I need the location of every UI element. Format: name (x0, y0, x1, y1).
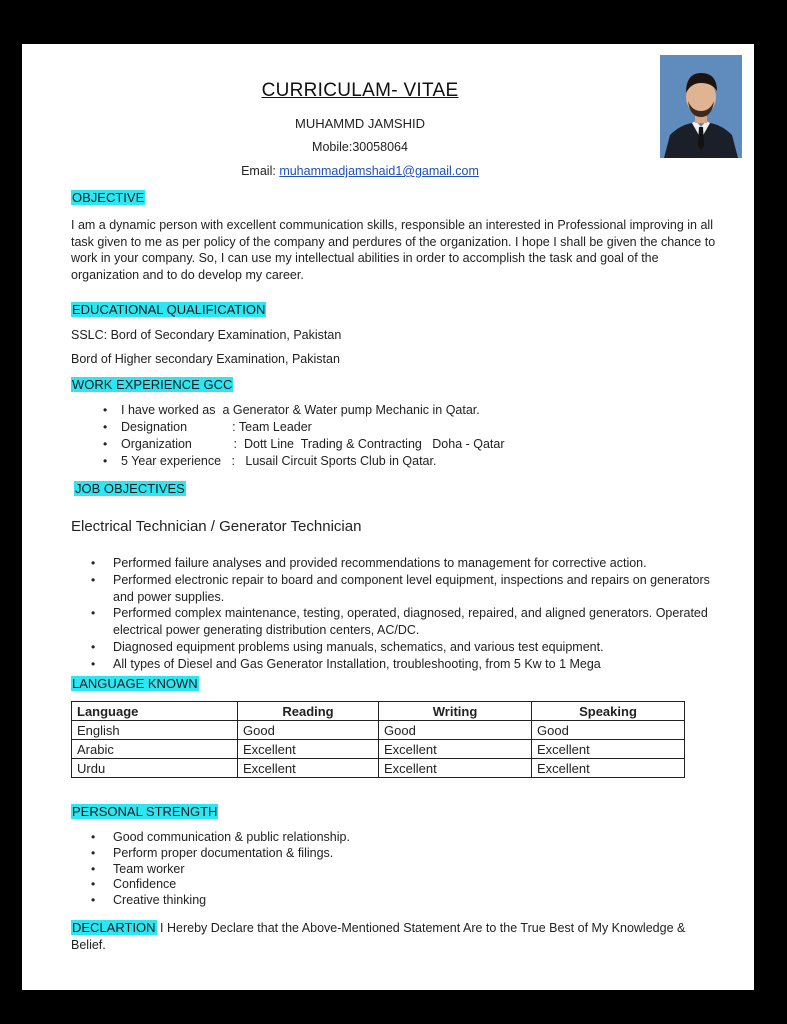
bullet-icon: • (91, 572, 96, 587)
mobile-number: Mobile:30058064 (312, 140, 408, 154)
education-line: SSLC: Bord of Secondary Examination, Pakistan (71, 328, 342, 342)
work-experience-list (71, 402, 721, 470)
list-item: • Perform proper documentation & filings. (91, 845, 334, 860)
email-label: Email: (241, 164, 276, 178)
language-table (71, 701, 685, 778)
list-item: • Performed complex maintenance, testing, operated, diagnosed, repaired, and aligned generators. Operated electrical power generating distribution centers, AC/DC. (91, 606, 708, 638)
resume-page (22, 44, 754, 990)
table-row (72, 759, 685, 778)
objective-text: I am a dynamic person with excellent communication skills, responsible an interested in Professional improving in all task given to me as per policy of the company and perdures of the organization. I hope I shall be given the chance to work in your company. So, I can use my intellectual abilities in order to accomplish the task and goal of the organization and to do develop my career. (71, 218, 716, 282)
list-item: • Creative thinking (91, 893, 207, 908)
table-cell: Good (532, 721, 685, 740)
list-item: • I have worked as a Generator & Water pump Mechanic in Qatar. (103, 403, 480, 417)
bullet-icon: • (103, 420, 108, 434)
email-line (22, 164, 698, 178)
declaration-text: I Hereby Declare that the Above-Mentioned Statement Are to the True Best of My Knowledge & Belief. (71, 921, 686, 952)
list-item: • Diagnosed equipment problems using manuals, schematics, and various test equipment. (91, 639, 604, 654)
bullet-icon: • (91, 893, 96, 908)
list-item: • Team worker (91, 861, 185, 876)
table-row (72, 740, 685, 759)
work-experience-heading: WORK EXPERIENCE GCC (72, 377, 233, 392)
column-header: Language (72, 702, 238, 721)
personal-strength-heading: PERSONAL STRENGTH (72, 804, 218, 819)
table-cell: Excellent (238, 740, 379, 759)
list-item: • Organization : Dott Line Trading & Contracting Doha - Qatar (103, 437, 505, 451)
table-cell: Excellent (379, 740, 532, 759)
bullet-icon: • (91, 861, 96, 876)
bullet-icon: • (91, 845, 96, 860)
list-item: • Good communication & public relationship. (91, 830, 350, 844)
bullet-icon: • (103, 454, 108, 468)
language-heading: LANGUAGE KNOWN (72, 676, 198, 691)
bullet-icon: • (91, 656, 96, 671)
table-cell: Excellent (532, 740, 685, 759)
objective-heading: OBJECTIVE (72, 190, 145, 205)
list-item: • 5 Year experience : Lusail Circuit Sports Club in Qatar. (103, 454, 437, 468)
job-objectives-list (71, 555, 711, 673)
list-item: • Designation : Team Leader (103, 420, 312, 434)
bullet-icon: • (103, 403, 108, 417)
education-heading: EDUCATIONAL QUALIFICATION (72, 302, 266, 317)
bullet-icon: • (91, 830, 96, 844)
personal-strength-list (71, 830, 711, 909)
table-row (72, 721, 685, 740)
list-item: • Confidence (91, 877, 177, 892)
bullet-icon: • (91, 606, 96, 621)
table-cell: English (72, 721, 238, 740)
education-line: Bord of Higher secondary Examination, Pakistan (71, 352, 340, 366)
list-item: • Performed failure analyses and provided recommendations to management for corrective action. (91, 556, 647, 570)
job-title: Electrical Technician / Generator Technician (71, 518, 362, 535)
page-title: CURRICULAM- VITAE (261, 80, 459, 101)
job-objectives-heading: JOB OBJECTIVES (75, 481, 185, 496)
bullet-icon: • (91, 877, 96, 892)
bullet-icon: • (91, 556, 96, 570)
table-cell: Good (238, 721, 379, 740)
table-cell: Arabic (72, 740, 238, 759)
list-item: • Performed electronic repair to board and component level equipment, inspections and repairs on generators and power supplies. (91, 572, 710, 604)
bullet-icon: • (103, 437, 108, 451)
profile-photo (660, 55, 742, 158)
bullet-icon: • (91, 639, 96, 654)
candidate-name: MUHAMMD JAMSHID (295, 116, 425, 131)
table-cell: Excellent (238, 759, 379, 778)
declaration (71, 920, 721, 953)
email-link[interactable]: muhammadjamshaid1@gamail.com (279, 164, 479, 178)
table-header-row (72, 702, 685, 721)
table-cell: Urdu (72, 759, 238, 778)
column-header: Speaking (532, 702, 685, 721)
list-item: • All types of Diesel and Gas Generator Installation, troubleshooting, from 5 Kw to 1 Mega (91, 656, 601, 671)
column-header: Reading (238, 702, 379, 721)
column-header: Writing (379, 702, 532, 721)
table-cell: Excellent (532, 759, 685, 778)
table-cell: Excellent (379, 759, 532, 778)
table-cell: Good (379, 721, 532, 740)
declaration-heading: DECLARTION (72, 920, 156, 935)
